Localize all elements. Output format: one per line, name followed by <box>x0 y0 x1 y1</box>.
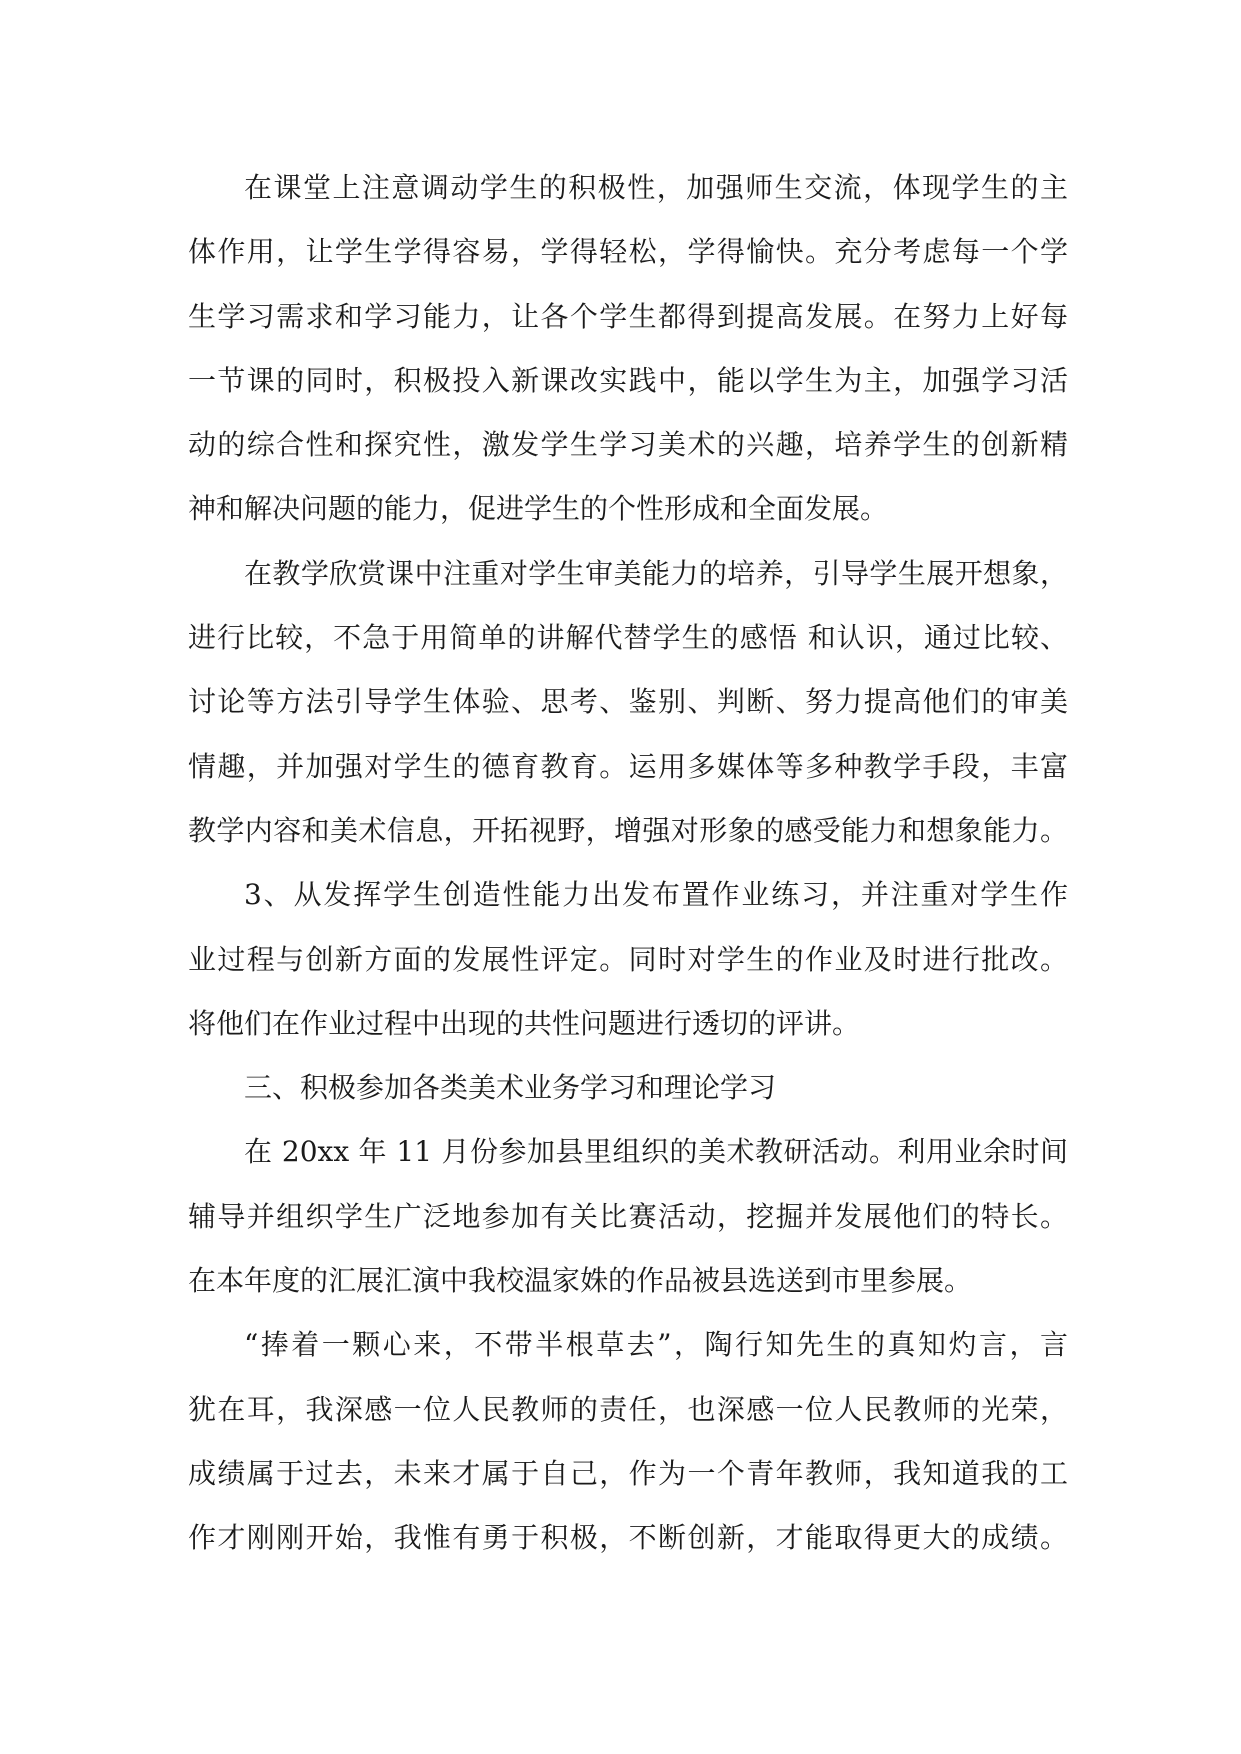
paragraph-5-line-3: 在本年度的汇展汇演中我校温家姝的作品被县选送到市里参展。 <box>188 1264 973 1298</box>
paragraph-6-line-4: 作才刚刚开始，我惟有勇于积极，不断创新，才能取得更大的成绩。 <box>188 1521 1068 1555</box>
section-heading: 三、积极参加各类美术业务学习和理论学习 <box>244 1071 777 1105</box>
paragraph-1-line-5: 动的综合性和探究性，激发学生学习美术的兴趣，培养学生的创新精 <box>188 428 1068 462</box>
paragraph-3-line-2: 业过程与创新方面的发展性评定。同时对学生的作业及时进行批改。 <box>188 942 1068 976</box>
paragraph-2-line-1: 在教学欣赏课中注重对学生审美能力的培养，引导学生展开想象， <box>244 556 1068 590</box>
paragraph-5-line-2: 辅导并组织学生广泛地参加有关比赛活动，挖掘并发展他们的特长。 <box>188 1199 1068 1233</box>
paragraph-2-line-3: 讨论等方法引导学生体验、思考、鉴别、判断、努力提高他们的审美 <box>188 685 1068 719</box>
paragraph-6-line-1: “捧着一颗心来，不带半根草去”，陶行知先生的真知灼言，言 <box>244 1328 1068 1362</box>
paragraph-2-line-5: 教学内容和美术信息，开拓视野，增强对形象的感受能力和想象能力。 <box>188 813 1068 847</box>
paragraph-3-line-3: 将他们在作业过程中出现的共性问题进行透切的评讲。 <box>188 1006 861 1040</box>
paragraph-1-line-1: 在课堂上注意调动学生的积极性，加强师生交流，体现学生的主 <box>244 171 1068 204</box>
paragraph-2-line-4: 情趣，并加强对学生的德育教育。运用多媒体等多种教学手段，丰富 <box>188 749 1068 783</box>
document-body <box>188 156 1068 1571</box>
paragraph-6-line-3: 成绩属于过去，未来才属于自己，作为一个青年教师，我知道我的工 <box>188 1456 1068 1490</box>
paragraph-5-line-1: 在 20xx 年 11 月份参加县里组织的美术教研活动。利用业余时间 <box>244 1135 1068 1169</box>
paragraph-2-line-2: 进行比较，不急于用简单的讲解代替学生的感悟 和认识，通过比较、 <box>188 621 1068 655</box>
paragraph-1-line-3: 生学习需求和学习能力，让各个学生都得到提高发展。在努力上好每 <box>188 299 1068 333</box>
paragraph-3-line-1: 3、从发挥学生创造性能力出发布置作业练习，并注重对学生作 <box>244 878 1068 912</box>
paragraph-6-line-2: 犹在耳，我深感一位人民教师的责任，也深感一位人民教师的光荣， <box>188 1392 1068 1426</box>
paragraph-1-line-6: 神和解决问题的能力，促进学生的个性形成和全面发展。 <box>188 492 889 526</box>
paragraph-1-line-4: 一节课的同时，积极投入新课改实践中，能以学生为主，加强学习活 <box>188 363 1068 397</box>
paragraph-1-line-2: 体作用，让学生学得容易，学得轻松，学得愉快。充分考虑每一个学 <box>188 235 1068 269</box>
